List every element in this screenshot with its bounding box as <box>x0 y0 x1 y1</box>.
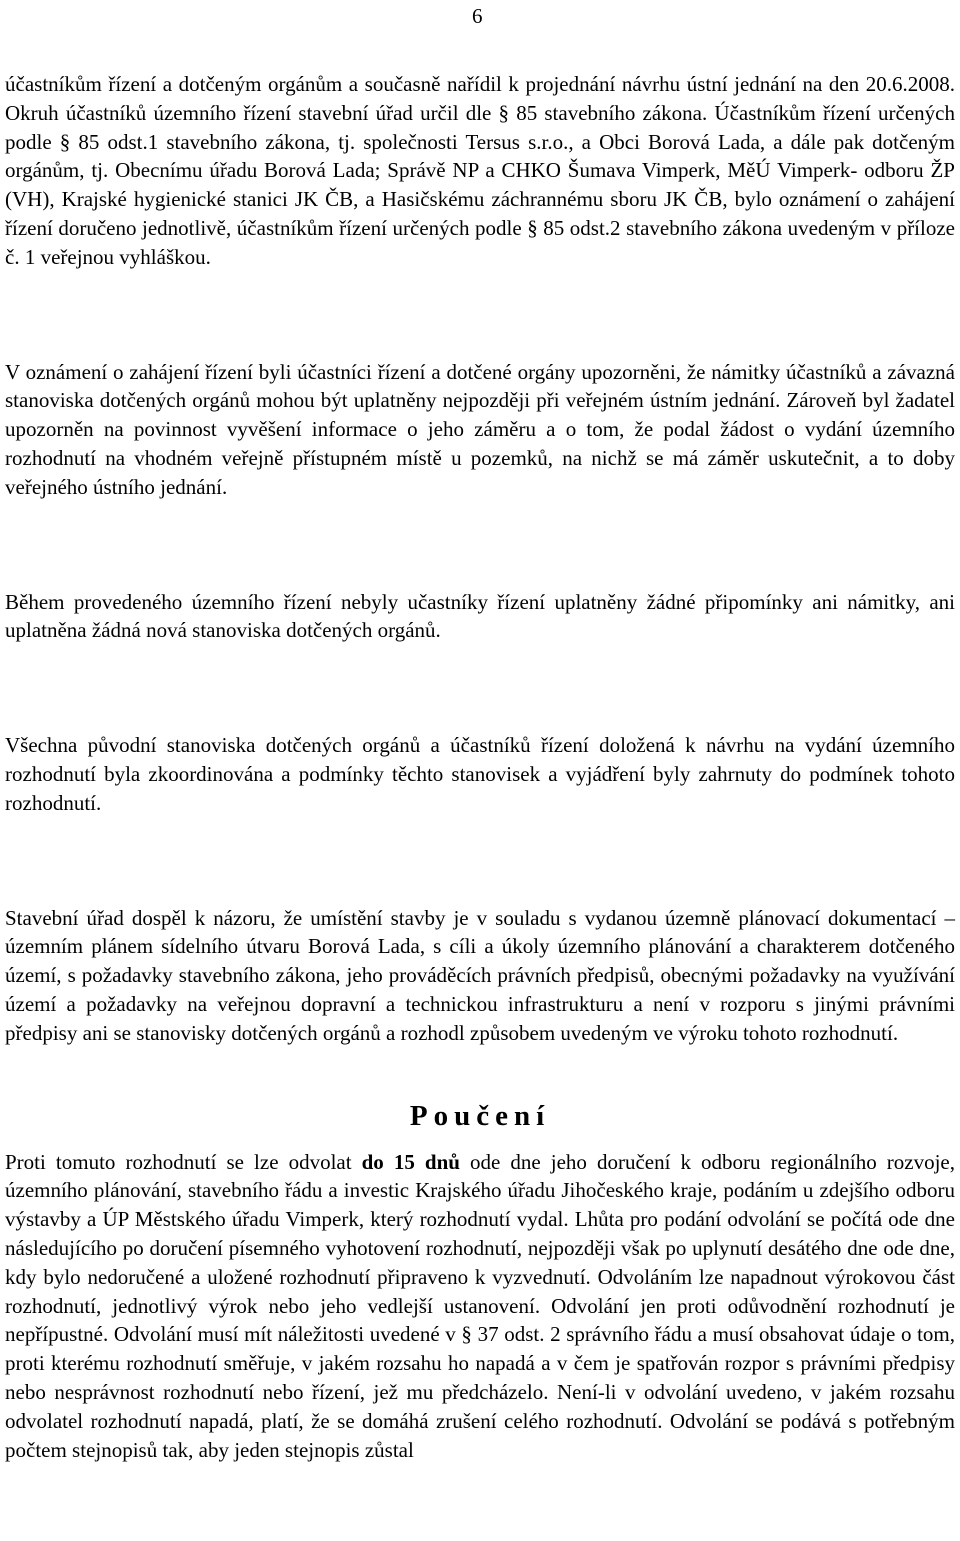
paragraph-participants-notification: účastníkům řízení a dotčeným orgánům a současně nařídil k projednání návrhu ústní jednání na den 20.6.2008. Okruh účastníků územního řízení stavební úřad určil dle § 85 stavebního zákona. Účastníkům řízení určených podle § 85 odst.1 stavebního zákona, tj. společnosti Tersus s.r.o., a Obci Borová Lada, a dále pak dotčeným orgánům, tj. Obecnímu úřadu Borová Lada; Správě NP a CHKO Šumava Vimperk, MěÚ Vimperk- odboru ŽP (VH), Krajské hygienické stanici JK ČB, a Hasičskému záchrannému sboru JK ČB, bylo oznámení o zahájení řízení doručeno jednotlivě, účastníkům řízení určených podle § 85 odst.2 stavebního zákona uvedeným v příloze č. 1 veřejnou vyhláškou. <box>5 72 955 269</box>
section-heading-pouceni: Poučení <box>409 1099 551 1132</box>
paragraph-no-objections: Během provedeného územního řízení nebyly učastníky řízení uplatněny žádné připomínky ani námitky, ani uplatněna žádná nová stanoviska dotčených orgánů. <box>5 589 955 643</box>
document-body <box>5 70 955 1464</box>
appeal-text-start: Proti tomuto rozhodnutí se lze odvolat <box>5 1149 362 1174</box>
paragraph-decision-reasoning: Stavební úřad dospěl k názoru, že umístění stavby je v souladu s vydanou územně plánovací dokumentací – územním plánem sídelního útvaru Borová Lada, s cíli a úkoly územního plánování a charakterem dotčeného území, s požadavky stavebního zákona, jeho prováděcích právních předpisů, obecnými požadavky na využívání území a požadavky na veřejnou dopravní a technickou infrastrukturu a není v rozporu s jinými právními předpisy ani se stanovisky dotčených orgánů a rozhodl způsobem uvedeným ve výroku tohoto rozhodnutí. <box>5 905 955 1045</box>
paragraph-objections-notice: V oznámení o zahájení řízení byli účastníci řízení a dotčené orgány upozorněni, že námitky účastníků a závazná stanoviska dotčených orgánů mohou být uplatněny nejpozději při veřejném ústním jednání. Zároveň byl žadatel upozorněn na povinnost vyvěšení informace o jeho záměru a o tom, že podal žádost o vydání územního rozhodnutí na vhodném veřejně přístupném místě u pozemků, na nichž se má záměr uskutečnit, a to doby veřejného ústního jednání. <box>5 359 955 499</box>
page-number: 6 <box>472 4 483 28</box>
appeal-text-rest: ode dne jeho doručení k odboru regionálního rozvoje, územního plánování, stavebního řádu a investic Krajského úřadu Jihočeského kraje, podáním u zdejšího odboru výstavby a ÚP Městského úřadu Vimperk, který rozhodnutí vydal. Lhůta pro podání odvolání se počítá ode dne následujícího po doručení písemného vyhotovení rozhodnutí, nejpozději však po uplynutí desátého dne ode dne, kdy bylo nedoručené a uložené rozhodnutí připraveno k vyzvednutí. Odvoláním lze napadnout výrokovou část rozhodnutí, jednotlivý výrok nebo jeho vedlejší ustanovení. Odvolání jen proti odůvodnění rozhodnutí je nepřípustné. Odvolání musí mít náležitosti uvedené v § 37 odst. 2 správního řádu a musí obsahovat údaje o tom, proti kterému rozhodnutí směřuje, v jakém rozsahu ho napadá a v čem je spatřován rozpor s právními předpisy nebo nesprávnost rozhodnutí nebo řízení, jež mu předcházelo. Není-li v odvolání uvedeno, v jakém rozsahu odvolatel rozhodnutí napadá, platí, že se domáhá zrušení celého rozhodnutí. Odvolání se podává s potřebným počtem stejnopisů tak, aby jeden stejnopis zůstal <box>5 1149 955 1462</box>
paragraph-coordinated-opinions: Všechna původní stanoviska dotčených orgánů a účastníků řízení doložená k návrhu na vydání územního rozhodnutí byla zkoordinována a podmínky těchto stanovisek a vyjádření byly zahrnuty do podmínek tohoto rozhodnutí. <box>5 733 955 815</box>
paragraph-appeal-instruction <box>5 1148 955 1465</box>
appeal-deadline: do 15 dnů <box>361 1149 460 1174</box>
